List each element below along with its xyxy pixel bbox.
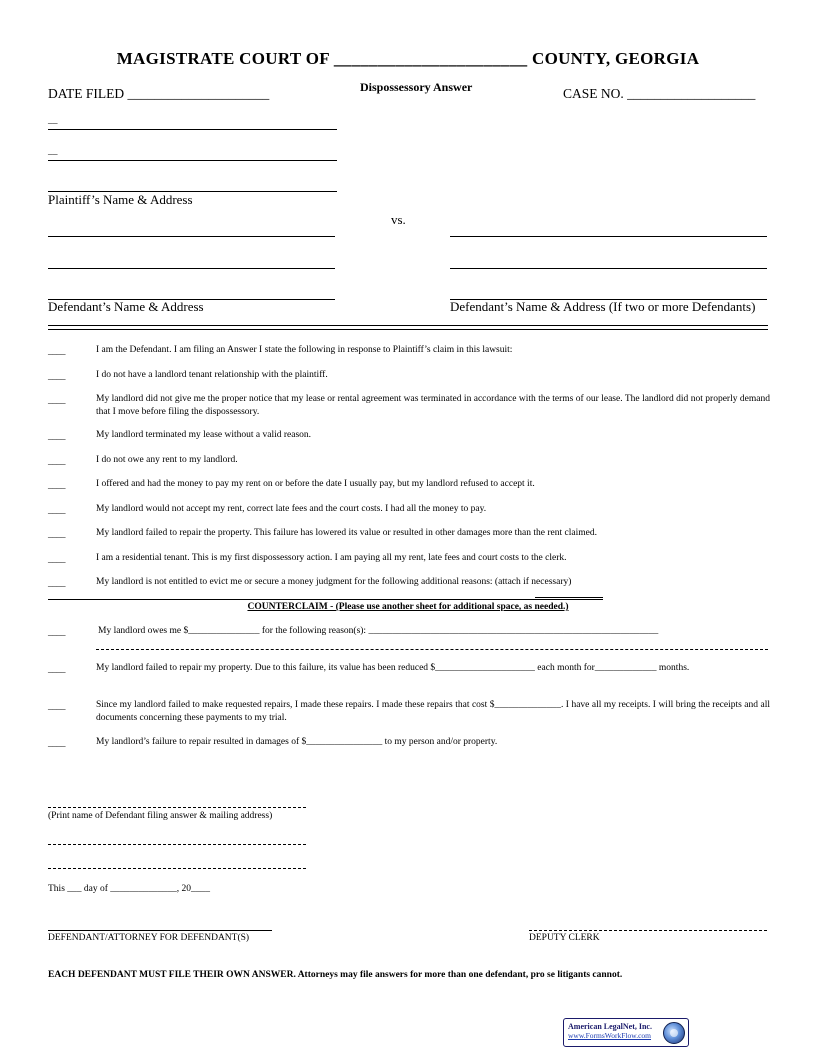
answer-checkbox-5[interactable]: ____ xyxy=(48,457,65,467)
answer-checkbox-9[interactable]: ____ xyxy=(48,555,65,565)
answer-text-5: I do not owe any rent to my landlord. xyxy=(96,455,238,465)
answer-text-10: My landlord is not entitled to evict me or secure a money judgment for the following additional reasons: (attach if necessary) xyxy=(96,577,572,587)
defendant-signature-label: DEFENDANT/ATTORNEY FOR DEFENDANT(S) xyxy=(48,933,250,943)
answer-text-7: My landlord would not accept my rent, correct late fees and the court costs. I had all the money to pay. xyxy=(96,504,487,514)
counterclaim-checkbox-1[interactable]: ____ xyxy=(48,628,65,638)
answer-checkbox-10[interactable]: ____ xyxy=(48,579,65,589)
plaintiff-name-line-1[interactable] xyxy=(48,129,337,130)
second-defendant-line-2[interactable] xyxy=(450,268,767,269)
answer-checkbox-7[interactable]: ____ xyxy=(48,506,65,516)
additional-reasons-line[interactable] xyxy=(48,599,603,600)
clerk-signature-label: DEPUTY CLERK xyxy=(529,933,600,943)
case-number-field[interactable]: CASE NO. ___________________ xyxy=(563,86,756,101)
counterclaim-text-3: Since my landlord failed to make requested repairs, I made these repairs. I made these repairs that cost $______________. I have all my receipts. I will bring the receipts and all documents concerning these payments to my trial. xyxy=(96,700,770,723)
answer-checkbox-1[interactable]: ____ xyxy=(48,347,65,357)
counterclaim-checkbox-3[interactable]: ____ xyxy=(48,702,65,712)
publisher-url-link[interactable]: www.FormsWorkFlow.com xyxy=(568,1031,652,1040)
defendant-name-line-2[interactable] xyxy=(48,268,335,269)
answer-checkbox-3[interactable]: ____ xyxy=(48,396,65,406)
filing-instruction-note: EACH DEFENDANT MUST FILE THEIR OWN ANSWER. Attorneys may file answers for more than one defendant, pro se litigants cannot. xyxy=(48,970,623,980)
counterclaim-checkbox-4[interactable]: ____ xyxy=(48,739,65,749)
defendant-name-print-line[interactable] xyxy=(48,807,306,808)
defendant-label: Defendant’s Name & Address xyxy=(48,299,204,314)
plaintiff-line-mark-1: __ xyxy=(48,116,58,126)
counterclaim-heading xyxy=(0,602,816,612)
versus-label: vs. xyxy=(391,212,406,227)
answer-checkbox-4[interactable]: ____ xyxy=(48,432,65,442)
print-name-label: (Print name of Defendant filing answer & mailing address) xyxy=(48,811,273,821)
answer-checkbox-8[interactable]: ____ xyxy=(48,530,65,540)
answer-text-6: I offered and had the money to pay my rent on or before the date I usually pay, but my landlord refused to accept it. xyxy=(96,479,535,489)
section-divider-top xyxy=(48,325,768,326)
counterclaim-heading-text: COUNTERCLAIM - (Please use another sheet for additional space, as needed.) xyxy=(247,602,569,612)
answer-text-9: I am a residential tenant. This is my first dispossessory action. I am paying all my rent, late fees and court costs to the clerk. xyxy=(96,553,567,563)
clerk-signature-line[interactable] xyxy=(529,930,767,931)
date-line[interactable]: This ___ day of ______________, 20____ xyxy=(48,884,211,894)
section-divider-bottom xyxy=(48,329,768,330)
answer-checkbox-6[interactable]: ____ xyxy=(48,481,65,491)
counterclaim-text-4: My landlord’s failure to repair resulted in damages of $________________ to my person and/or property. xyxy=(96,737,498,747)
additional-reasons-line-end[interactable] xyxy=(535,597,603,598)
mailing-address-line-2[interactable] xyxy=(48,868,306,869)
defendant-signature-line[interactable] xyxy=(48,930,272,931)
form-subtitle: Dispossessory Answer xyxy=(360,80,473,94)
counterclaim-reason-line[interactable] xyxy=(96,649,768,650)
second-defendant-label: Defendant’s Name & Address (If two or more Defendants) xyxy=(450,299,756,314)
court-title: MAGISTRATE COURT OF ______________________ COUNTY, GEORGIA xyxy=(116,49,700,68)
plaintiff-name-line-2[interactable] xyxy=(48,160,337,161)
publisher-logo xyxy=(563,1018,689,1047)
answer-text-4: My landlord terminated my lease without a valid reason. xyxy=(96,430,312,440)
defendant-name-line-1[interactable] xyxy=(48,236,335,237)
answer-checkbox-2[interactable]: ____ xyxy=(48,372,65,382)
publisher-name: American LegalNet, Inc. xyxy=(568,1022,652,1031)
mailing-address-line-1[interactable] xyxy=(48,844,306,845)
plaintiff-label: Plaintiff’s Name & Address xyxy=(48,192,193,207)
answer-text-2: I do not have a landlord tenant relationship with the plaintiff. xyxy=(96,370,328,380)
plaintiff-line-mark-2: __ xyxy=(48,147,58,157)
answer-text-8: My landlord failed to repair the property. This failure has lowered its value or resulted in other damages more than the rent claimed. xyxy=(96,528,597,538)
counterclaim-text-2: My landlord failed to repair my property. Due to this failure, its value has been reduced $_____________________ each month for_____________ months. xyxy=(96,663,690,673)
globe-icon xyxy=(663,1022,685,1044)
counterclaim-checkbox-2[interactable]: ____ xyxy=(48,665,65,675)
answer-text-3: My landlord did not give me the proper notice that my lease or rental agreement was terminated in accordance with the terms of our lease. The landlord did not properly demand that I move before filing the dispossessory. xyxy=(96,394,770,417)
answer-text-1: I am the Defendant. I am filing an Answer I state the following in response to Plaintiff’s claim in this lawsuit: xyxy=(96,345,513,355)
second-defendant-line-1[interactable] xyxy=(450,236,767,237)
date-filed-field[interactable]: DATE FILED _____________________ xyxy=(48,86,270,101)
counterclaim-text-1: My landlord owes me $_______________ for the following reason(s): _____________________________________________________________ xyxy=(98,626,659,636)
